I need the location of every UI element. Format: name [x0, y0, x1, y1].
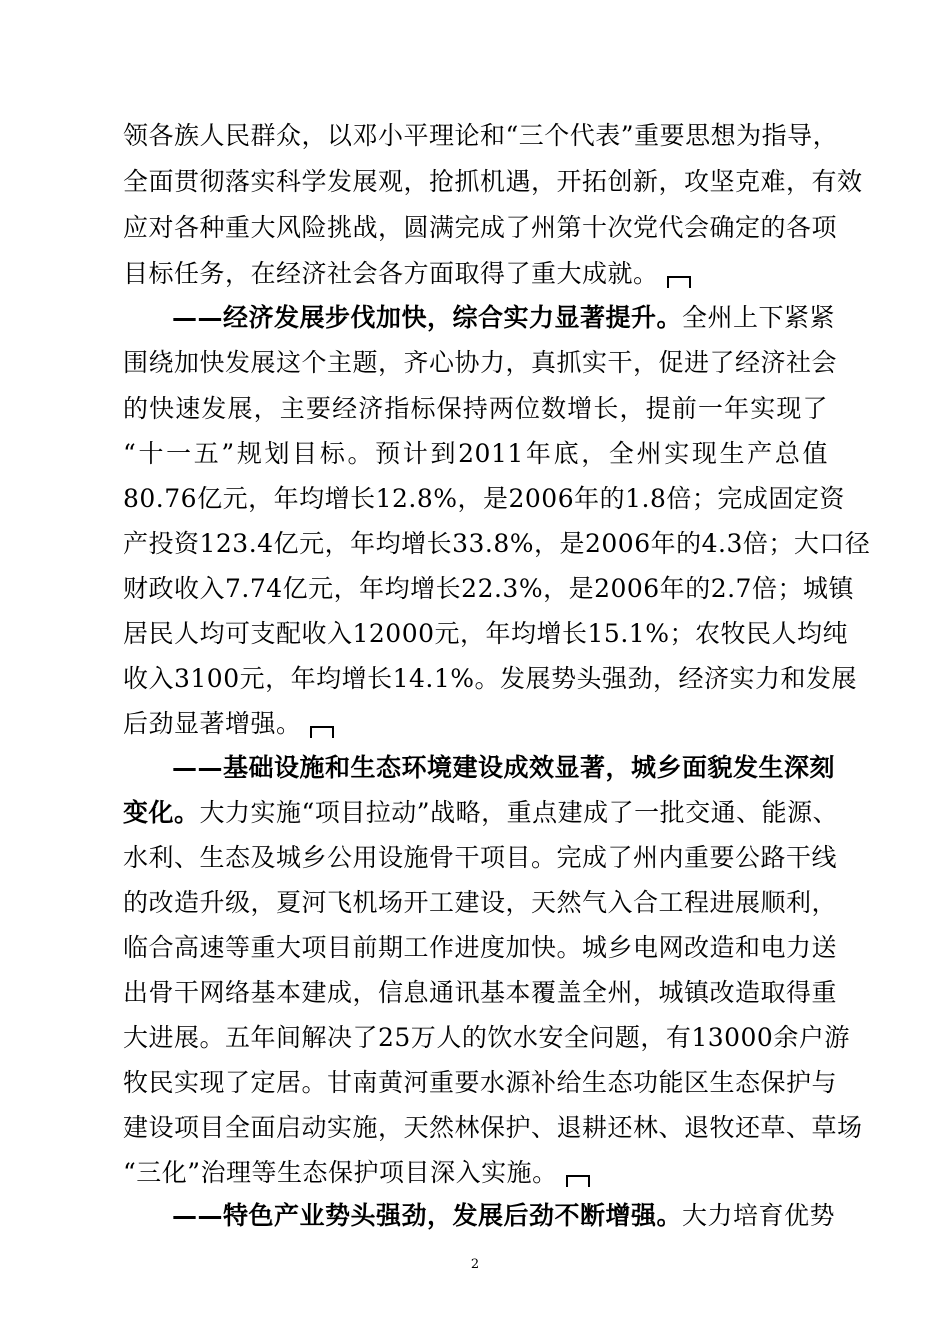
text-line: 围绕加快发展这个主题，齐心协力，真抓实干，促进了经济社会 — [123, 348, 838, 377]
section-heading: ——特色产业势头强劲，发展后劲不断增强。 — [172, 1201, 683, 1230]
text-span: 大力实施“项目拉动”战略，重点建成了一批交通、能源、 — [199, 798, 839, 827]
text-line: 水利、生态及城乡公用设施骨干项目。完成了州内重要公路干线 — [123, 843, 838, 872]
text-line: 80.76亿元，年均增长12.8%，是2006年的1.8倍；完成固定资 — [123, 484, 845, 513]
text-line: 收入3100元，年均增长14.1%。发展势头强劲，经济实力和发展 — [123, 664, 858, 693]
text-line — [123, 256, 828, 292]
text-span: 大力培育优势 — [682, 1201, 836, 1230]
text-line: 领各族人民群众，以邓小平理论和“三个代表”重要思想为指导， — [123, 121, 839, 150]
text-span: “三化”治理等生态保护项目深入实施。 — [123, 1158, 558, 1187]
text-line: 的改造升级，夏河飞机场开工建设，天然气入合工程进展顺利， — [123, 888, 838, 917]
text-line: 全面贯彻落实科学发展观，抢抓机遇，开拓创新，攻坚克难，有效 — [123, 167, 863, 196]
text-line: 临合高速等重大项目前期工作进度加快。城乡电网改造和电力送 — [123, 933, 838, 962]
paragraph-heading-line — [123, 795, 839, 831]
section-heading: 变化。 — [123, 798, 200, 827]
text-line: 财政收入7.74亿元，年均增长22.3%，是2006年的2.7倍；城镇 — [123, 574, 854, 603]
paragraph-mark-icon — [310, 726, 334, 738]
text-line: 的快速发展，主要经济指标保持两位数增长，提前一年实现了 — [123, 394, 828, 423]
text-line: 出骨干网络基本建成，信息通讯基本覆盖全州，城镇改造取得重 — [123, 978, 838, 1007]
paragraph-heading-line — [172, 1198, 836, 1234]
text-line — [123, 706, 828, 742]
text-line: 产投资123.4亿元，年均增长33.8%，是2006年的4.3倍；大口径 — [123, 529, 871, 558]
text-line: 建设项目全面启动实施，天然林保护、退耕还林、退牧还草、草场 — [123, 1113, 863, 1142]
text-line — [123, 1155, 828, 1191]
section-heading: ——经济发展步伐加快，综合实力显著提升。 — [172, 303, 683, 332]
text-line: 居民人均可支配收入12000元，年均增长15.1%；农牧民人均纯 — [123, 619, 848, 648]
text-span: 目标任务，在经济社会各方面取得了重大成就。 — [123, 259, 659, 288]
paragraph-mark-icon — [566, 1175, 590, 1187]
text-span: 全州上下紧紧 — [682, 303, 836, 332]
text-line: “十一五”规划目标。预计到2011年底，全州实现生产总值 — [123, 439, 828, 468]
text-line: 应对各种重大风险挑战，圆满完成了州第十次党代会确定的各项 — [123, 213, 838, 242]
text-span: 后劲显著增强。 — [123, 709, 302, 738]
paragraph-heading-line — [172, 300, 836, 336]
text-line: 大进展。五年间解决了25万人的饮水安全问题，有13000余户游 — [123, 1023, 850, 1052]
page-number: 2 — [470, 1257, 480, 1272]
paragraph-mark-icon — [667, 276, 691, 288]
section-heading: ——基础设施和生态环境建设成效显著，城乡面貌发生深刻 — [172, 753, 836, 782]
text-line: 牧民实现了定居。甘南黄河重要水源补给生态功能区生态保护与 — [123, 1068, 838, 1097]
